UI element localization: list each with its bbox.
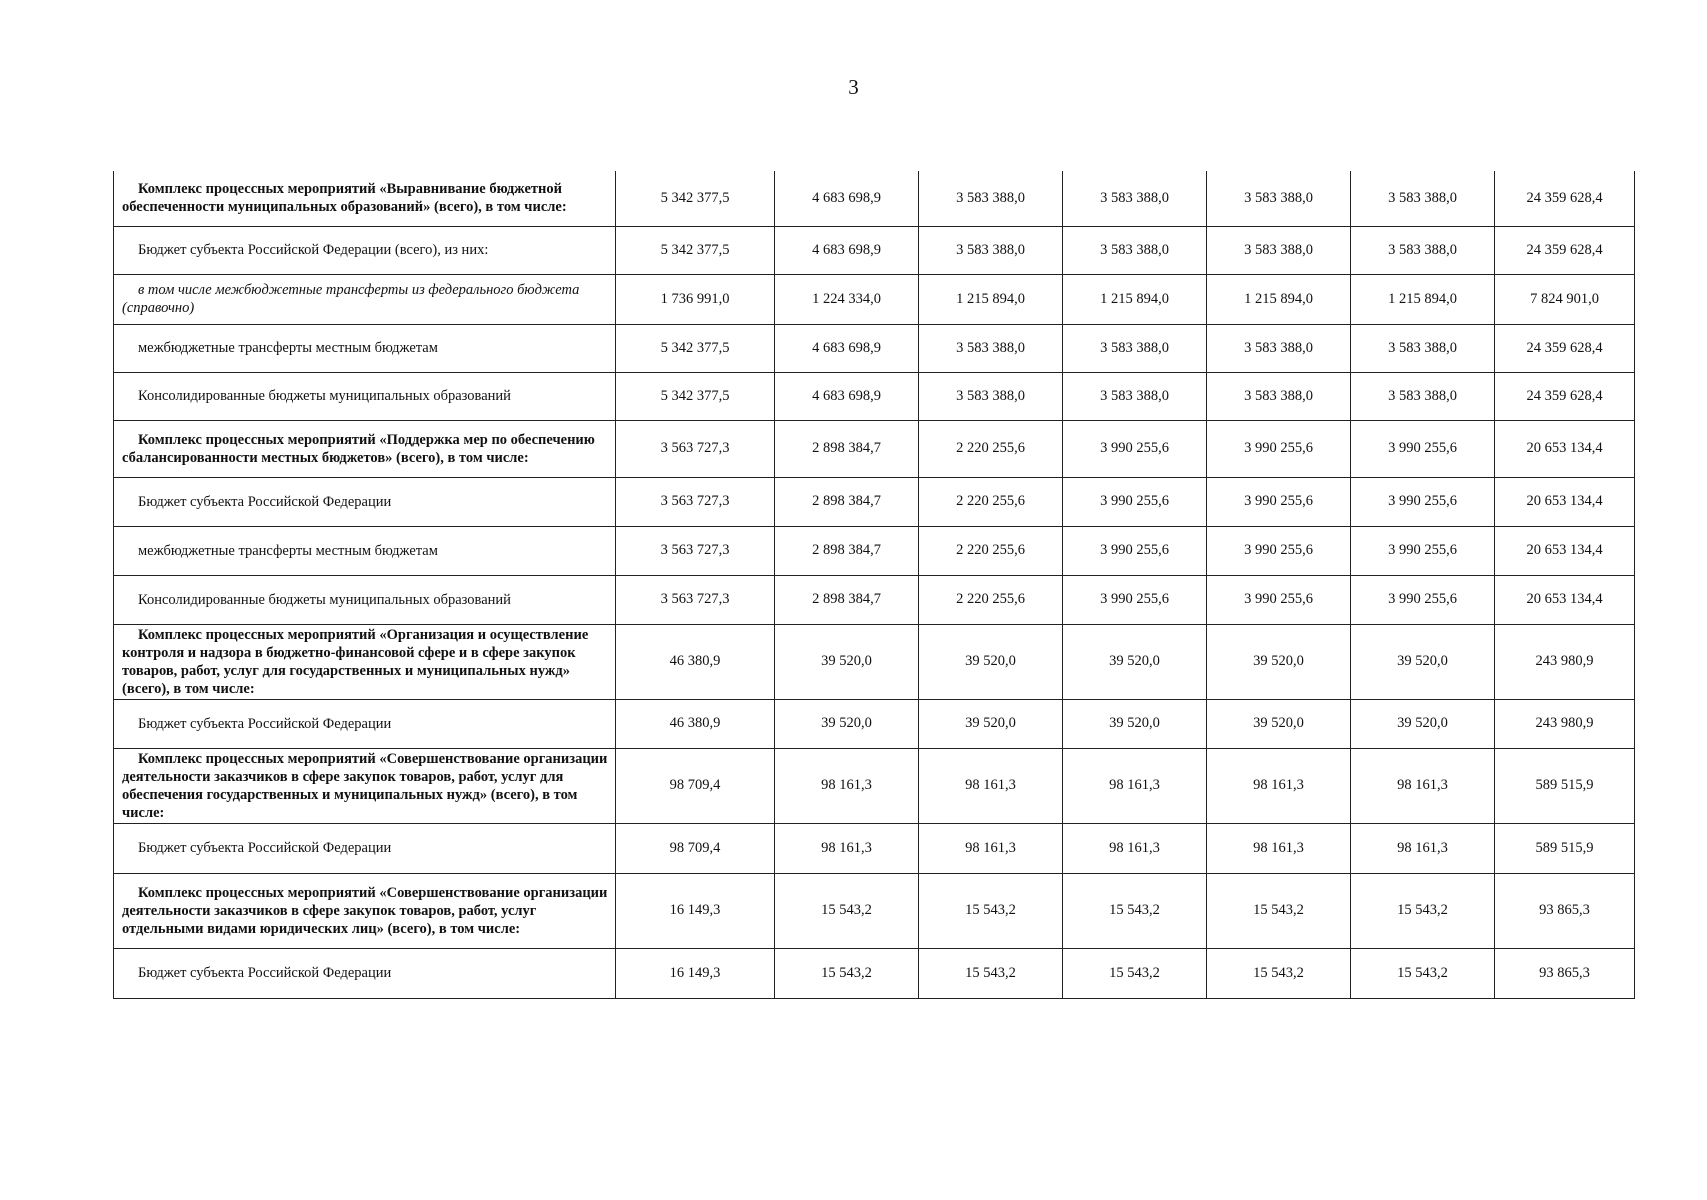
year-value-cell: 3 990 255,6 — [1351, 526, 1495, 575]
year-value-cell: 98 161,3 — [1207, 823, 1351, 873]
year-value-cell: 15 543,2 — [1207, 948, 1351, 998]
year-value-cell: 39 520,0 — [775, 699, 919, 748]
budget-source-cell: Бюджет субъекта Российской Федерации — [114, 699, 616, 748]
year-value-cell: 3 583 388,0 — [1207, 171, 1351, 226]
year-value-cell: 3 990 255,6 — [1207, 420, 1351, 477]
year-value-cell: 3 990 255,6 — [1207, 477, 1351, 526]
total-value-cell: 20 653 134,4 — [1495, 575, 1635, 624]
year-value-cell: 98 161,3 — [775, 823, 919, 873]
year-value-cell: 3 583 388,0 — [1063, 171, 1207, 226]
year-value-cell: 1 215 894,0 — [919, 274, 1063, 324]
year-value-cell: 4 683 698,9 — [775, 324, 919, 372]
budget-source-cell: Консолидированные бюджеты муниципальных образований — [114, 575, 616, 624]
year-value-cell: 3 990 255,6 — [1063, 477, 1207, 526]
year-value-cell: 39 520,0 — [1063, 624, 1207, 699]
year-value-cell: 3 990 255,6 — [1207, 575, 1351, 624]
budget-table-body — [114, 171, 1635, 998]
year-value-cell: 3 583 388,0 — [1063, 324, 1207, 372]
program-title-cell: Комплекс процессных мероприятий «Совершенствование организации деятельности заказчиков в сфере закупок товаров, работ, услуг отдельными видами юридических лиц» (всего), в том числе: — [114, 873, 616, 948]
table-row — [114, 526, 1635, 575]
program-title-cell: Комплекс процессных мероприятий «Выравнивание бюджетной обеспеченности муниципальных образований» (всего), в том числе: — [114, 171, 616, 226]
year-value-cell: 39 520,0 — [775, 624, 919, 699]
total-value-cell: 24 359 628,4 — [1495, 226, 1635, 274]
total-value-cell: 243 980,9 — [1495, 699, 1635, 748]
year-value-cell: 4 683 698,9 — [775, 372, 919, 420]
year-value-cell: 3 583 388,0 — [919, 324, 1063, 372]
year-value-cell: 2 898 384,7 — [775, 420, 919, 477]
year-value-cell: 3 563 727,3 — [616, 526, 775, 575]
year-value-cell: 98 161,3 — [919, 823, 1063, 873]
year-value-cell: 46 380,9 — [616, 699, 775, 748]
table-row — [114, 420, 1635, 477]
year-value-cell: 1 215 894,0 — [1207, 274, 1351, 324]
year-value-cell: 3 563 727,3 — [616, 575, 775, 624]
year-value-cell: 3 583 388,0 — [1351, 324, 1495, 372]
year-value-cell: 2 898 384,7 — [775, 477, 919, 526]
year-value-cell: 16 149,3 — [616, 873, 775, 948]
table-row — [114, 624, 1635, 699]
year-value-cell: 98 161,3 — [1063, 748, 1207, 823]
table-row — [114, 575, 1635, 624]
year-value-cell: 15 543,2 — [775, 948, 919, 998]
year-value-cell: 39 520,0 — [1351, 699, 1495, 748]
program-title-cell: Комплекс процессных мероприятий «Совершенствование организации деятельности заказчиков в сфере закупок товаров, работ, услуг для обеспечения государственных и муниципальных нужд» (всего), в том числе: — [114, 748, 616, 823]
year-value-cell: 3 563 727,3 — [616, 477, 775, 526]
year-value-cell: 2 220 255,6 — [919, 575, 1063, 624]
year-value-cell: 98 709,4 — [616, 748, 775, 823]
table-row — [114, 699, 1635, 748]
year-value-cell: 39 520,0 — [919, 624, 1063, 699]
year-value-cell: 1 215 894,0 — [1063, 274, 1207, 324]
table-row — [114, 274, 1635, 324]
year-value-cell: 15 543,2 — [919, 873, 1063, 948]
year-value-cell: 3 990 255,6 — [1207, 526, 1351, 575]
year-value-cell: 98 709,4 — [616, 823, 775, 873]
budget-source-cell: Бюджет субъекта Российской Федерации (всего), из них: — [114, 226, 616, 274]
year-value-cell: 3 990 255,6 — [1063, 420, 1207, 477]
year-value-cell: 1 224 334,0 — [775, 274, 919, 324]
year-value-cell: 5 342 377,5 — [616, 324, 775, 372]
budget-source-cell: в том числе межбюджетные трансферты из федерального бюджета (справочно) — [114, 274, 616, 324]
year-value-cell: 39 520,0 — [1207, 699, 1351, 748]
year-value-cell: 3 583 388,0 — [1207, 324, 1351, 372]
year-value-cell: 3 990 255,6 — [1351, 420, 1495, 477]
year-value-cell: 5 342 377,5 — [616, 171, 775, 226]
program-title-cell: Комплекс процессных мероприятий «Поддержка мер по обеспечению сбалансированности местных бюджетов» (всего), в том числе: — [114, 420, 616, 477]
total-value-cell: 589 515,9 — [1495, 748, 1635, 823]
total-value-cell: 20 653 134,4 — [1495, 477, 1635, 526]
year-value-cell: 3 583 388,0 — [1063, 226, 1207, 274]
year-value-cell: 2 220 255,6 — [919, 526, 1063, 575]
year-value-cell: 3 563 727,3 — [616, 420, 775, 477]
year-value-cell: 15 543,2 — [775, 873, 919, 948]
year-value-cell: 46 380,9 — [616, 624, 775, 699]
year-value-cell: 3 583 388,0 — [1063, 372, 1207, 420]
year-value-cell: 98 161,3 — [919, 748, 1063, 823]
budget-table — [113, 171, 1635, 999]
total-value-cell: 7 824 901,0 — [1495, 274, 1635, 324]
year-value-cell: 4 683 698,9 — [775, 226, 919, 274]
budget-source-cell: межбюджетные трансферты местным бюджетам — [114, 526, 616, 575]
budget-source-cell: Бюджет субъекта Российской Федерации — [114, 823, 616, 873]
total-value-cell: 20 653 134,4 — [1495, 526, 1635, 575]
table-row — [114, 372, 1635, 420]
total-value-cell: 93 865,3 — [1495, 873, 1635, 948]
year-value-cell: 15 543,2 — [1207, 873, 1351, 948]
budget-source-cell: Консолидированные бюджеты муниципальных образований — [114, 372, 616, 420]
budget-source-cell: межбюджетные трансферты местным бюджетам — [114, 324, 616, 372]
year-value-cell: 3 583 388,0 — [919, 226, 1063, 274]
budget-source-cell: Бюджет субъекта Российской Федерации — [114, 948, 616, 998]
year-value-cell: 5 342 377,5 — [616, 372, 775, 420]
year-value-cell: 15 543,2 — [919, 948, 1063, 998]
year-value-cell: 39 520,0 — [1207, 624, 1351, 699]
total-value-cell: 20 653 134,4 — [1495, 420, 1635, 477]
total-value-cell: 24 359 628,4 — [1495, 171, 1635, 226]
year-value-cell: 3 583 388,0 — [1351, 226, 1495, 274]
year-value-cell: 98 161,3 — [1351, 823, 1495, 873]
year-value-cell: 39 520,0 — [919, 699, 1063, 748]
table-row — [114, 226, 1635, 274]
year-value-cell: 3 583 388,0 — [1351, 171, 1495, 226]
total-value-cell: 243 980,9 — [1495, 624, 1635, 699]
year-value-cell: 2 220 255,6 — [919, 477, 1063, 526]
year-value-cell: 2 898 384,7 — [775, 575, 919, 624]
year-value-cell: 4 683 698,9 — [775, 171, 919, 226]
year-value-cell: 15 543,2 — [1351, 873, 1495, 948]
year-value-cell: 2 220 255,6 — [919, 420, 1063, 477]
budget-table-container — [113, 171, 1634, 999]
year-value-cell: 98 161,3 — [775, 748, 919, 823]
year-value-cell: 3 583 388,0 — [919, 372, 1063, 420]
year-value-cell: 3 990 255,6 — [1063, 526, 1207, 575]
year-value-cell: 3 583 388,0 — [1207, 372, 1351, 420]
table-row — [114, 324, 1635, 372]
program-title-cell: Комплекс процессных мероприятий «Организация и осуществление контроля и надзора в бюджетно-финансовой сфере и в сфере закупок товаров, работ, услуг для государственных и муниципальных нужд» (всего), в том числе: — [114, 624, 616, 699]
year-value-cell: 98 161,3 — [1207, 748, 1351, 823]
year-value-cell: 3 583 388,0 — [1351, 372, 1495, 420]
total-value-cell: 589 515,9 — [1495, 823, 1635, 873]
year-value-cell: 2 898 384,7 — [775, 526, 919, 575]
year-value-cell: 39 520,0 — [1351, 624, 1495, 699]
budget-source-cell: Бюджет субъекта Российской Федерации — [114, 477, 616, 526]
year-value-cell: 15 543,2 — [1063, 948, 1207, 998]
year-value-cell: 98 161,3 — [1351, 748, 1495, 823]
table-row — [114, 823, 1635, 873]
table-row — [114, 477, 1635, 526]
year-value-cell: 5 342 377,5 — [616, 226, 775, 274]
table-row — [114, 171, 1635, 226]
year-value-cell: 3 583 388,0 — [1207, 226, 1351, 274]
year-value-cell: 39 520,0 — [1063, 699, 1207, 748]
year-value-cell: 3 990 255,6 — [1351, 477, 1495, 526]
year-value-cell: 15 543,2 — [1063, 873, 1207, 948]
table-row — [114, 948, 1635, 998]
year-value-cell: 1 215 894,0 — [1351, 274, 1495, 324]
year-value-cell: 98 161,3 — [1063, 823, 1207, 873]
page-number: 3 — [848, 75, 859, 99]
year-value-cell: 16 149,3 — [616, 948, 775, 998]
table-row — [114, 748, 1635, 823]
year-value-cell: 3 583 388,0 — [919, 171, 1063, 226]
total-value-cell: 24 359 628,4 — [1495, 372, 1635, 420]
table-row — [114, 873, 1635, 948]
total-value-cell: 24 359 628,4 — [1495, 324, 1635, 372]
year-value-cell: 3 990 255,6 — [1351, 575, 1495, 624]
year-value-cell: 15 543,2 — [1351, 948, 1495, 998]
year-value-cell: 1 736 991,0 — [616, 274, 775, 324]
total-value-cell: 93 865,3 — [1495, 948, 1635, 998]
year-value-cell: 3 990 255,6 — [1063, 575, 1207, 624]
